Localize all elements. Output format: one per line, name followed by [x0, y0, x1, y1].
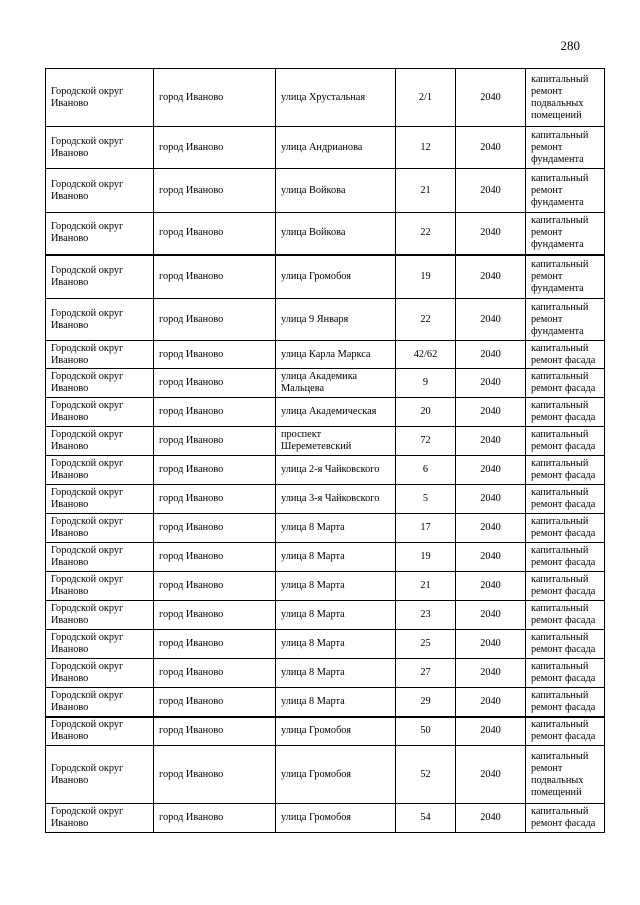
- district-cell: Городской округ Иваново: [46, 543, 154, 572]
- city-cell: город Иваново: [154, 398, 276, 427]
- table-row: [46, 804, 605, 833]
- street-cell: проспект Шереметевский: [276, 427, 396, 456]
- city-cell: город Иваново: [154, 127, 276, 169]
- city-cell: город Иваново: [154, 572, 276, 601]
- district-cell: Городской округ Иваново: [46, 341, 154, 369]
- year-cell: 2040: [456, 601, 526, 630]
- work-type-cell: капитальный ремонт фасада: [526, 456, 605, 485]
- year-cell: 2040: [456, 341, 526, 369]
- year-cell: 2040: [456, 369, 526, 398]
- street-cell: улица Андрианова: [276, 127, 396, 169]
- city-cell: город Иваново: [154, 601, 276, 630]
- city-cell: город Иваново: [154, 299, 276, 341]
- city-cell: город Иваново: [154, 369, 276, 398]
- table-row: [46, 255, 605, 299]
- year-cell: 2040: [456, 688, 526, 717]
- work-type-cell: капитальный ремонт подвальных помещений: [526, 69, 605, 127]
- district-cell: Городской округ Иваново: [46, 398, 154, 427]
- house-number-cell: 29: [396, 688, 456, 717]
- table-row: [46, 630, 605, 659]
- street-cell: улица 8 Марта: [276, 601, 396, 630]
- street-cell: улица Карла Маркса: [276, 341, 396, 369]
- year-cell: 2040: [456, 804, 526, 833]
- street-cell: улица 2-я Чайковского: [276, 456, 396, 485]
- year-cell: 2040: [456, 169, 526, 213]
- work-type-cell: капитальный ремонт фасада: [526, 630, 605, 659]
- city-cell: город Иваново: [154, 341, 276, 369]
- table-row: [46, 398, 605, 427]
- year-cell: 2040: [456, 456, 526, 485]
- district-cell: Городской округ Иваново: [46, 746, 154, 804]
- year-cell: 2040: [456, 299, 526, 341]
- street-cell: улица 8 Марта: [276, 514, 396, 543]
- house-number-cell: 42/62: [396, 341, 456, 369]
- district-cell: Городской округ Иваново: [46, 169, 154, 213]
- house-number-cell: 19: [396, 255, 456, 299]
- street-cell: улица Академическая: [276, 398, 396, 427]
- house-number-cell: 21: [396, 572, 456, 601]
- house-number-cell: 50: [396, 717, 456, 746]
- work-type-cell: капитальный ремонт фасада: [526, 341, 605, 369]
- district-cell: Городской округ Иваново: [46, 485, 154, 514]
- house-number-cell: 12: [396, 127, 456, 169]
- year-cell: 2040: [456, 543, 526, 572]
- table-row: [46, 69, 605, 127]
- house-number-cell: 6: [396, 456, 456, 485]
- house-number-cell: 5: [396, 485, 456, 514]
- work-type-cell: капитальный ремонт фасада: [526, 688, 605, 717]
- district-cell: Городской округ Иваново: [46, 127, 154, 169]
- city-cell: город Иваново: [154, 717, 276, 746]
- work-type-cell: капитальный ремонт фасада: [526, 514, 605, 543]
- house-number-cell: 23: [396, 601, 456, 630]
- city-cell: город Иваново: [154, 213, 276, 255]
- city-cell: город Иваново: [154, 688, 276, 717]
- work-type-cell: капитальный ремонт фундамента: [526, 127, 605, 169]
- district-cell: Городской округ Иваново: [46, 69, 154, 127]
- house-number-cell: 52: [396, 746, 456, 804]
- house-number-cell: 9: [396, 369, 456, 398]
- table-row: [46, 427, 605, 456]
- city-cell: город Иваново: [154, 69, 276, 127]
- city-cell: город Иваново: [154, 485, 276, 514]
- house-number-cell: 19: [396, 543, 456, 572]
- table-row: [46, 369, 605, 398]
- city-cell: город Иваново: [154, 514, 276, 543]
- house-number-cell: 21: [396, 169, 456, 213]
- district-cell: Городской округ Иваново: [46, 514, 154, 543]
- district-cell: Городской округ Иваново: [46, 659, 154, 688]
- work-type-cell: капитальный ремонт подвальных помещений: [526, 746, 605, 804]
- table-row: [46, 717, 605, 746]
- work-type-cell: капитальный ремонт фасада: [526, 572, 605, 601]
- work-type-cell: капитальный ремонт фасада: [526, 717, 605, 746]
- table-row: [46, 213, 605, 255]
- table-row: [46, 485, 605, 514]
- year-cell: 2040: [456, 572, 526, 601]
- street-cell: улица Войкова: [276, 213, 396, 255]
- house-number-cell: 54: [396, 804, 456, 833]
- district-cell: Городской округ Иваново: [46, 601, 154, 630]
- work-type-cell: капитальный ремонт фасада: [526, 398, 605, 427]
- year-cell: 2040: [456, 213, 526, 255]
- work-type-cell: капитальный ремонт фундамента: [526, 299, 605, 341]
- district-cell: Городской округ Иваново: [46, 369, 154, 398]
- table-row: [46, 127, 605, 169]
- street-cell: улица Войкова: [276, 169, 396, 213]
- house-number-cell: 22: [396, 213, 456, 255]
- city-cell: город Иваново: [154, 659, 276, 688]
- year-cell: 2040: [456, 514, 526, 543]
- table-row: [46, 601, 605, 630]
- year-cell: 2040: [456, 717, 526, 746]
- table-row: [46, 299, 605, 341]
- district-cell: Городской округ Иваново: [46, 688, 154, 717]
- street-cell: улица Академика Мальцева: [276, 369, 396, 398]
- work-type-cell: капитальный ремонт фасада: [526, 601, 605, 630]
- house-number-cell: 72: [396, 427, 456, 456]
- work-type-cell: капитальный ремонт фундамента: [526, 169, 605, 213]
- work-type-cell: капитальный ремонт фасада: [526, 485, 605, 514]
- district-cell: Городской округ Иваново: [46, 630, 154, 659]
- street-cell: улица Громобоя: [276, 255, 396, 299]
- year-cell: 2040: [456, 746, 526, 804]
- city-cell: город Иваново: [154, 543, 276, 572]
- district-cell: Городской округ Иваново: [46, 572, 154, 601]
- year-cell: 2040: [456, 630, 526, 659]
- work-type-cell: капитальный ремонт фасада: [526, 543, 605, 572]
- city-cell: город Иваново: [154, 456, 276, 485]
- page-number: 280: [560, 38, 580, 53]
- work-type-cell: капитальный ремонт фасада: [526, 369, 605, 398]
- house-number-cell: 20: [396, 398, 456, 427]
- year-cell: 2040: [456, 659, 526, 688]
- year-cell: 2040: [456, 427, 526, 456]
- street-cell: улица Громобоя: [276, 746, 396, 804]
- street-cell: улица Громобоя: [276, 804, 396, 833]
- housing-repair-table: [45, 68, 605, 833]
- street-cell: улица 8 Марта: [276, 659, 396, 688]
- street-cell: улица 8 Марта: [276, 572, 396, 601]
- year-cell: 2040: [456, 127, 526, 169]
- table-row: [46, 169, 605, 213]
- year-cell: 2040: [456, 485, 526, 514]
- year-cell: 2040: [456, 69, 526, 127]
- house-number-cell: 27: [396, 659, 456, 688]
- district-cell: Городской округ Иваново: [46, 717, 154, 746]
- table-row: [46, 341, 605, 369]
- table-row: [46, 688, 605, 717]
- street-cell: улица 3-я Чайковского: [276, 485, 396, 514]
- city-cell: город Иваново: [154, 427, 276, 456]
- city-cell: город Иваново: [154, 804, 276, 833]
- table-row: [46, 746, 605, 804]
- street-cell: улица 8 Марта: [276, 543, 396, 572]
- district-cell: Городской округ Иваново: [46, 213, 154, 255]
- work-type-cell: капитальный ремонт фундамента: [526, 213, 605, 255]
- city-cell: город Иваново: [154, 255, 276, 299]
- house-number-cell: 2/1: [396, 69, 456, 127]
- year-cell: 2040: [456, 398, 526, 427]
- district-cell: Городской округ Иваново: [46, 427, 154, 456]
- street-cell: улица 9 Января: [276, 299, 396, 341]
- house-number-cell: 25: [396, 630, 456, 659]
- city-cell: город Иваново: [154, 746, 276, 804]
- work-type-cell: капитальный ремонт фасада: [526, 427, 605, 456]
- city-cell: город Иваново: [154, 630, 276, 659]
- table-row: [46, 659, 605, 688]
- street-cell: улица Хрустальная: [276, 69, 396, 127]
- table-row: [46, 543, 605, 572]
- work-type-cell: капитальный ремонт фундамента: [526, 255, 605, 299]
- street-cell: улица 8 Марта: [276, 688, 396, 717]
- street-cell: улица 8 Марта: [276, 630, 396, 659]
- table-row: [46, 514, 605, 543]
- street-cell: улица Громобоя: [276, 717, 396, 746]
- year-cell: 2040: [456, 255, 526, 299]
- district-cell: Городской округ Иваново: [46, 456, 154, 485]
- house-number-cell: 17: [396, 514, 456, 543]
- work-type-cell: капитальный ремонт фасада: [526, 659, 605, 688]
- table-row: [46, 572, 605, 601]
- house-number-cell: 22: [396, 299, 456, 341]
- district-cell: Городской округ Иваново: [46, 255, 154, 299]
- work-type-cell: капитальный ремонт фасада: [526, 804, 605, 833]
- city-cell: город Иваново: [154, 169, 276, 213]
- district-cell: Городской округ Иваново: [46, 804, 154, 833]
- district-cell: Городской округ Иваново: [46, 299, 154, 341]
- table-row: [46, 456, 605, 485]
